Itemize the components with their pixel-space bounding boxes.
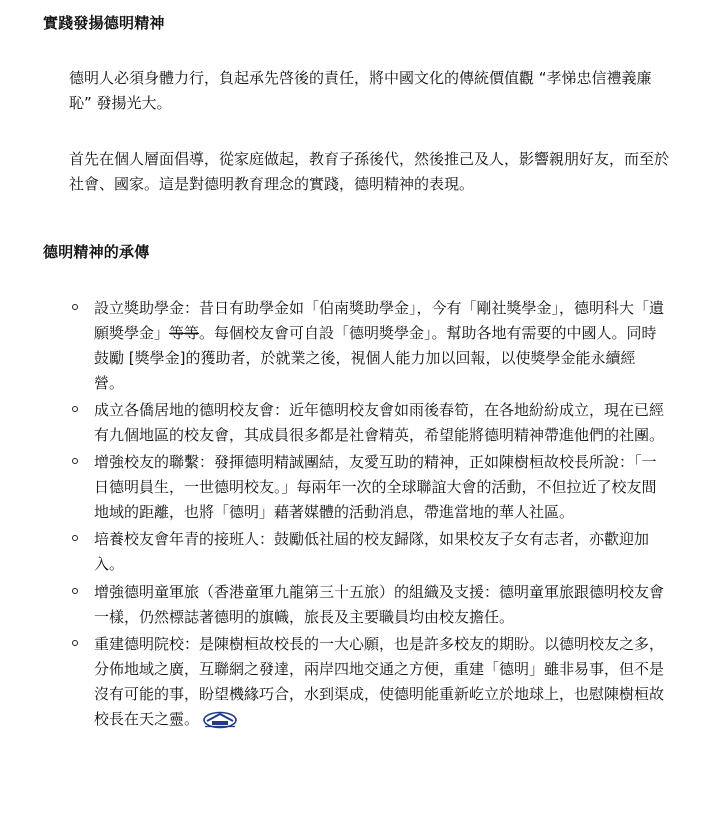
hollow-bullet-icon <box>72 458 78 464</box>
list-item-rebuild-school <box>0 632 664 732</box>
list-item-text: 成立各僑居地的德明校友會：近年德明校友會如雨後春筍，在各地紛紛成立，現在已經有九個地區的校友會，其成員很多都是社會精英，希望能將德明精神帶進他們的社團。 <box>94 401 665 444</box>
inheritance-list <box>0 296 709 734</box>
hollow-bullet-icon <box>72 588 78 594</box>
list-item-scouts <box>0 580 664 630</box>
list-item-successors <box>0 527 664 577</box>
list-item-text: 重建德明院校：是陳樹桓故校長的一大心願，也是許多校友的期盼。以德明校友之多，分佈地域之廣，互聯網之發達，兩岸四地交通之方便，重建「德明」雖非易事，但不是沒有可能的事，盼望機緣巧合，水到渠成，使德明能重新屹立於地球上，也慰陳樹桓故校長在天之靈。 <box>94 635 665 728</box>
list-item-text-part: 。每個校友會可自設「德明獎學金」。幫助各地有需要的中國人。同時鼓勵 [獎學金]的獲助者，於就業之後，視個人能力加以回報，以使獎學金能永續經營。 <box>94 324 657 392</box>
hollow-bullet-icon <box>72 304 78 310</box>
section-heading-inheritance: 德明精神的承傳 <box>43 243 150 261</box>
list-item-alumni-associations <box>0 398 664 448</box>
list-item-text-part: 設立獎助學金：昔日有助學金如「伯南獎助學金」，今有「剛社獎學金」，德明科大「遺願獎學金」 <box>94 299 665 342</box>
hollow-bullet-icon <box>72 535 78 541</box>
struck-text: 等等 <box>169 324 200 342</box>
list-item-text: 增強校友的聯繫：發揮德明精誠團結，友愛互助的精神，正如陳樹桓故校長所說：「一日德明員生，一世德明校友。」每兩年一次的全球聯誼大會的活動，不但拉近了校友間地域的距離，也將「德明」藉著媒體的活動消息，帶進當地的華人社區。 <box>94 453 657 521</box>
list-item-text: 培養校友會年青的接班人：鼓勵低社屆的校友歸隊，如果校友子女有志者，亦歡迎加入。 <box>94 530 650 573</box>
paragraph-values: 德明人必須身體力行，負起承先啓後的責任，將中國文化的傳統價值觀 “孝悌忠信禮義廉恥” 發揚光大。 <box>69 69 652 112</box>
section-heading-practice: 實踐發揚德明精神 <box>43 14 165 32</box>
school-emblem-icon <box>203 711 237 729</box>
paragraph-family: 首先在個人層面倡導，從家庭做起，教育子孫後代，然後推己及人，影響親朋好友，而至於社會、國家。這是對德明教育理念的實踐，德明精神的表現。 <box>69 150 670 193</box>
hollow-bullet-icon <box>72 406 78 412</box>
list-item-text: 增強德明童軍旅（香港童軍九龍第三十五旅）的組織及支援：德明童軍旅跟德明校友會一樣，仍然標誌著德明的旗幟，旅長及主要職員均由校友擔任。 <box>94 583 665 626</box>
list-item-alumni-connection <box>0 450 664 525</box>
list-item-scholarship <box>0 296 664 396</box>
hollow-bullet-icon <box>72 640 78 646</box>
